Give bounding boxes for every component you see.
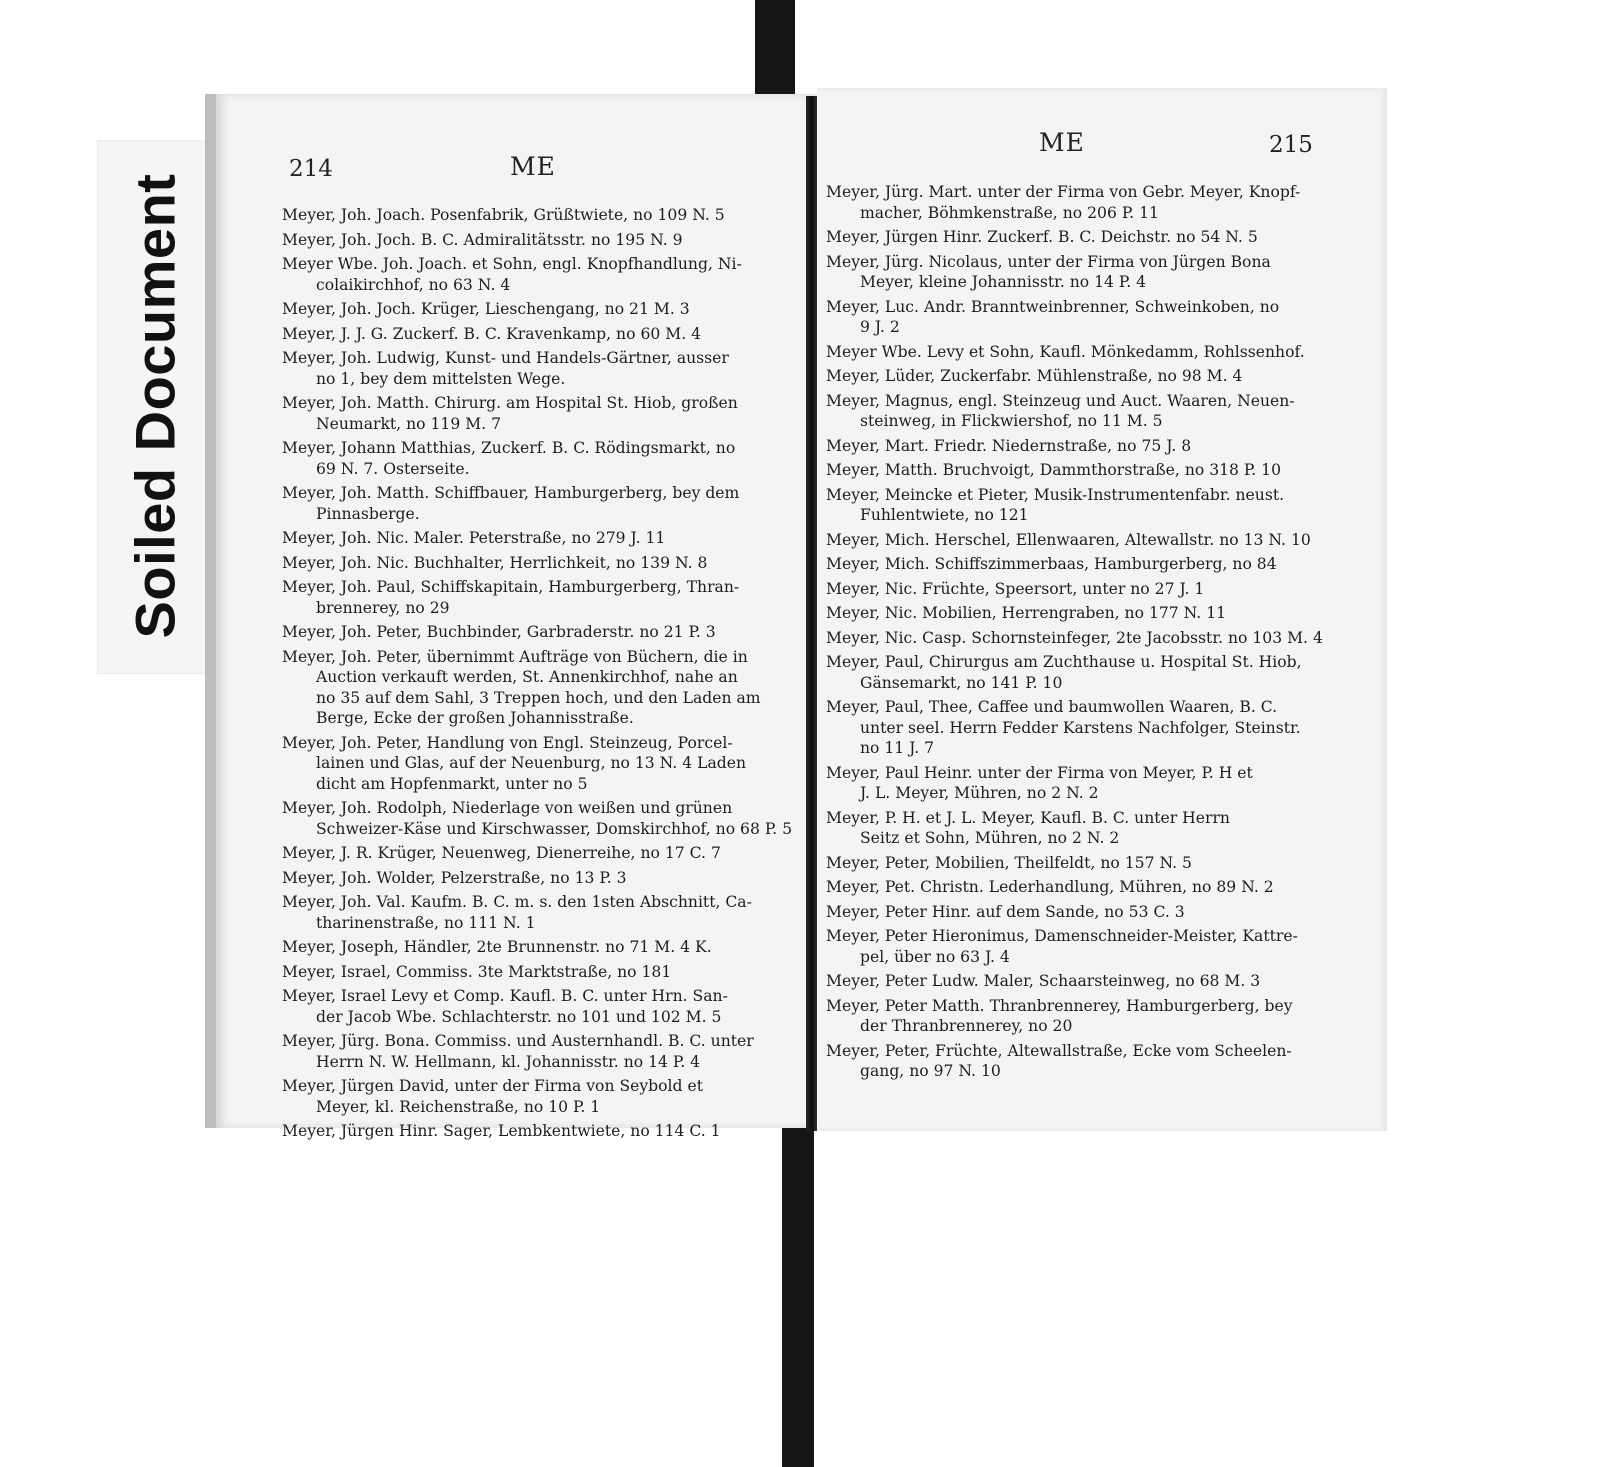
directory-entry — [282, 798, 792, 839]
entry-line: Meyer, Joh. Peter, Handlung von Engl. Steinzeug, Porcel- — [282, 733, 733, 752]
entry-line: Meyer, Pet. Christn. Lederhandlung, Mühren, no 89 N. 2 — [826, 878, 1274, 896]
directory-entry — [826, 652, 1323, 693]
entry-line: Meyer, kleine Johannisstr. no 14 P. 4 — [860, 273, 1147, 291]
directory-entry — [826, 297, 1323, 338]
entry-line: Meyer, Paul, Chirurgus am Zuchthause u. Hospital St. Hiob, — [826, 653, 1302, 671]
directory-entry — [282, 205, 792, 226]
entry-line: Meyer, Luc. Andr. Branntweinbrenner, Schweinkoben, no — [826, 297, 1280, 316]
directory-entry — [826, 763, 1323, 804]
entry-line: Meyer, Joh. Val. Kaufm. B. C. m. s. den 1sten Abschnitt, Ca- — [282, 893, 752, 911]
entry-line: Meyer, Nic. Casp. Schornsteinfeger, 2te Jacobsstr. no 103 M. 4 — [826, 628, 1323, 647]
directory-entry — [282, 1121, 792, 1142]
directory-entry — [282, 254, 792, 295]
directory-entry — [826, 366, 1323, 387]
entry-line: Meyer, Peter, Mobilien, Theilfeldt, no 157 N. 5 — [826, 853, 1192, 872]
directory-entry — [282, 986, 792, 1027]
directory-entry — [282, 483, 792, 524]
directory-entry — [826, 996, 1323, 1037]
entry-line: Meyer, Joh. Peter, Buchbinder, Garbraderstr. no 21 P. 3 — [282, 623, 716, 641]
entry-line: Meyer, Magnus, engl. Steinzeug und Auct. Waaren, Neuen- — [826, 391, 1295, 410]
entry-line: Meyer, Joh. Nic. Maler. Peterstraße, no 279 J. 11 — [282, 529, 666, 547]
entry-line: Meyer, Joh. Wolder, Pelzerstraße, no 13 P. 3 — [282, 868, 627, 887]
entry-line: Meyer, Joh. Joch. B. C. Admiralitätsstr. no 195 N. 9 — [282, 230, 683, 249]
directory-entry — [826, 628, 1323, 649]
entry-line: Meyer, Israel Levy et Comp. Kaufl. B. C. unter Hrn. San- — [282, 987, 728, 1005]
entry-line: der Thranbrennerey, no 20 — [860, 1017, 1073, 1035]
directory-entry — [282, 299, 792, 320]
entry-line: Meyer, Joh. Matth. Chirurg. am Hospital St. Hiob, großen — [282, 394, 738, 412]
directory-entry — [826, 697, 1323, 759]
entry-line: Meyer, Jürgen Hinr. Zuckerf. B. C. Deichstr. no 54 N. 5 — [826, 228, 1258, 246]
directory-entry — [282, 1031, 792, 1072]
entry-line: 9 J. 2 — [860, 318, 900, 336]
directory-entry — [826, 971, 1323, 992]
entry-line: Meyer, Peter Matth. Thranbrennerey, Hamburgerberg, bey — [826, 996, 1293, 1015]
directory-entry — [282, 348, 792, 389]
entry-line: Meyer, Jürgen David, unter der Firma von Seybold et — [282, 1077, 703, 1095]
entry-line: Meyer, Paul Heinr. unter der Firma von Meyer, P. H et — [826, 763, 1253, 782]
directory-entry — [826, 227, 1323, 248]
entry-line: Meyer, Joh. Nic. Buchhalter, Herrlichkeit, no 139 N. 8 — [282, 553, 708, 572]
directory-entry — [282, 528, 792, 549]
directory-entry — [826, 877, 1323, 898]
entry-line: Meyer Wbe. Joh. Joach. et Sohn, engl. Knopfhandlung, Ni- — [282, 255, 742, 273]
directory-entry — [826, 182, 1323, 223]
entry-line: lainen und Glas, auf der Neuenburg, no 13 N. 4 Laden — [316, 754, 747, 772]
left-entry-list — [282, 205, 792, 1146]
entry-line: Meyer, Jürg. Mart. unter der Firma von Gebr. Meyer, Knopf- — [826, 183, 1301, 201]
entry-line: Meyer, Nic. Mobilien, Herrengraben, no 177 N. 11 — [826, 604, 1227, 622]
entry-line: Meyer, Johann Matthias, Zuckerf. B. C. Rödingsmarkt, no — [282, 439, 736, 457]
entry-line: Gänsemarkt, no 141 P. 10 — [860, 673, 1063, 692]
directory-entry — [282, 324, 792, 345]
directory-entry — [282, 393, 792, 434]
directory-entry — [282, 733, 792, 795]
entry-line: Schweizer-Käse und Kirschwasser, Domskirchhof, no 68 P. 5 — [316, 819, 793, 838]
directory-entry — [826, 436, 1323, 457]
entry-line: macher, Böhmkenstraße, no 206 P. 11 — [860, 203, 1159, 222]
directory-entry — [282, 230, 792, 251]
entry-line: dicht am Hopfenmarkt, unter no 5 — [316, 774, 588, 793]
entry-line: no 1, bey dem mittelsten Wege. — [316, 369, 566, 388]
entry-line: no 11 J. 7 — [860, 739, 935, 757]
directory-entry — [282, 553, 792, 574]
entry-line: Meyer, J. R. Krüger, Neuenweg, Dienerreihe, no 17 C. 7 — [282, 844, 721, 862]
entry-line: Meyer, Joh. Peter, übernimmt Aufträge von Büchern, die in — [282, 647, 748, 666]
entry-line: Pinnasberge. — [316, 504, 420, 523]
entry-line: Meyer, Joh. Ludwig, Kunst- und Handels-Gärtner, ausser — [282, 349, 729, 367]
entry-line: Fuhlentwiete, no 121 — [860, 506, 1029, 524]
entry-line: Meyer, Matth. Bruchvoigt, Dammthorstraße, no 318 P. 10 — [826, 461, 1282, 479]
entry-line: Meyer, Joh. Paul, Schiffskapitain, Hamburgerberg, Thran- — [282, 578, 740, 596]
entry-line: Meyer, Joh. Matth. Schiffbauer, Hamburgerberg, bey dem — [282, 484, 740, 502]
entry-line: Meyer, Meincke et Pieter, Musik-Instrumentenfabr. neust. — [826, 485, 1285, 504]
directory-entry — [826, 252, 1323, 293]
entry-line: Meyer, J. J. G. Zuckerf. B. C. Kravenkamp, no 60 M. 4 — [282, 324, 702, 343]
entry-line: Meyer, Joh. Joch. Krüger, Lieschengang, no 21 M. 3 — [282, 300, 690, 318]
entry-line: Meyer, Mart. Friedr. Niedernstraße, no 75 J. 8 — [826, 436, 1192, 455]
entry-line: gang, no 97 N. 10 — [860, 1062, 1001, 1080]
directory-entry — [282, 937, 792, 958]
entry-line: brennerey, no 29 — [316, 598, 450, 617]
entry-line: der Jacob Wbe. Schlachterstr. no 101 und 102 M. 5 — [316, 1007, 722, 1026]
entry-line: unter seel. Herrn Fedder Karstens Nachfolger, Steinstr. — [860, 718, 1301, 737]
entry-line: 69 N. 7. Osterseite. — [316, 459, 470, 478]
entry-line: Meyer, Jürgen Hinr. Sager, Lembkentwiete, no 114 C. 1 — [282, 1122, 721, 1140]
entry-line: Meyer, Jürg. Bona. Commiss. und Austernhandl. B. C. unter — [282, 1032, 754, 1050]
entry-line: Herrn N. W. Hellmann, kl. Johannisstr. no 14 P. 4 — [316, 1052, 701, 1071]
entry-line: Meyer, Nic. Früchte, Speersort, unter no 27 J. 1 — [826, 579, 1205, 598]
directory-entry — [826, 579, 1323, 600]
entry-line: Meyer, Lüder, Zuckerfabr. Mühlenstraße, no 98 M. 4 — [826, 367, 1243, 385]
directory-entry — [826, 460, 1323, 481]
entry-line: Meyer, Peter Ludw. Maler, Schaarsteinweg, no 68 M. 3 — [826, 972, 1261, 990]
entry-line: Meyer, Mich. Herschel, Ellenwaaren, Altewallstr. no 13 N. 10 — [826, 530, 1311, 549]
entry-line: Meyer, kl. Reichenstraße, no 10 P. 1 — [316, 1097, 601, 1116]
entry-line: Meyer, Mich. Schiffszimmerbaas, Hamburgerberg, no 84 — [826, 555, 1277, 573]
directory-entry — [826, 342, 1323, 363]
soiled-document-stamp: Soiled Document — [123, 173, 187, 639]
entry-line: J. L. Meyer, Mühren, no 2 N. 2 — [860, 784, 1099, 802]
entry-line: Meyer, Peter Hieronimus, Damenschneider-Meister, Kattre- — [826, 927, 1298, 945]
directory-entry — [826, 485, 1323, 526]
directory-entry — [282, 438, 792, 479]
directory-entry — [826, 902, 1323, 923]
directory-entry — [826, 808, 1323, 849]
entry-line: pel, über no 63 J. 4 — [860, 947, 1010, 966]
directory-entry — [826, 391, 1323, 432]
entry-line: Meyer, Peter, Früchte, Altewallstraße, Ecke vom Scheelen- — [826, 1041, 1292, 1060]
directory-entry — [282, 962, 792, 983]
directory-entry — [282, 622, 792, 643]
directory-entry — [826, 853, 1323, 874]
directory-entry — [826, 926, 1323, 967]
right-entry-list — [826, 182, 1323, 1086]
entry-line: steinweg, in Flickwiershof, no 11 M. 5 — [860, 412, 1163, 430]
directory-entry — [826, 530, 1323, 551]
entry-line: Auction verkauft werden, St. Annenkirchhof, nahe an — [316, 668, 738, 686]
entry-line: no 35 auf dem Sahl, 3 Treppen hoch, und den Laden am — [316, 688, 761, 707]
entry-line: Meyer, Joh. Rodolph, Niederlage von weißen und grünen — [282, 799, 733, 817]
entry-line: Meyer, Peter Hinr. auf dem Sande, no 53 C. 3 — [826, 902, 1185, 921]
entry-line: Meyer, Israel, Commiss. 3te Marktstraße, no 181 — [282, 962, 672, 981]
right-page — [817, 88, 1387, 1131]
right-page-number: 215 — [1269, 132, 1313, 158]
entry-line: Seitz et Sohn, Mühren, no 2 N. 2 — [860, 829, 1120, 847]
entry-line: Meyer, Paul, Thee, Caffee und baumwollen Waaren, B. C. — [826, 698, 1278, 716]
directory-entry — [826, 1041, 1323, 1082]
directory-entry — [826, 603, 1323, 624]
directory-entry — [826, 554, 1323, 575]
entry-line: Meyer, Jürg. Nicolaus, unter der Firma von Jürgen Bona — [826, 252, 1271, 271]
directory-entry — [282, 892, 792, 933]
entry-line: tharinenstraße, no 111 N. 1 — [316, 913, 536, 932]
directory-entry — [282, 868, 792, 889]
directory-entry — [282, 1076, 792, 1117]
directory-entry — [282, 843, 792, 864]
entry-line: Berge, Ecke der großen Johannisstraße. — [316, 709, 634, 727]
entry-line: Neumarkt, no 119 M. 7 — [316, 414, 501, 433]
left-running-head: ME — [510, 152, 556, 181]
entry-line: Meyer, Joseph, Händler, 2te Brunnenstr. no 71 M. 4 K. — [282, 938, 712, 956]
entry-line: Meyer, Joh. Joach. Posenfabrik, Grüßtwiete, no 109 N. 5 — [282, 206, 725, 224]
entry-line: Meyer Wbe. Levy et Sohn, Kaufl. Mönkedamm, Rohlssenhof. — [826, 342, 1305, 361]
binding-band-bottom — [782, 1122, 814, 1467]
left-page — [205, 94, 820, 1140]
directory-entry — [282, 577, 792, 618]
left-page-number: 214 — [289, 156, 333, 182]
entry-line: Meyer, P. H. et J. L. Meyer, Kaufl. B. C. unter Herrn — [826, 808, 1230, 827]
binding-band-top — [755, 0, 795, 108]
right-running-head: ME — [1039, 128, 1085, 157]
entry-line: colaikirchhof, no 63 N. 4 — [316, 275, 511, 294]
directory-entry — [282, 647, 792, 729]
